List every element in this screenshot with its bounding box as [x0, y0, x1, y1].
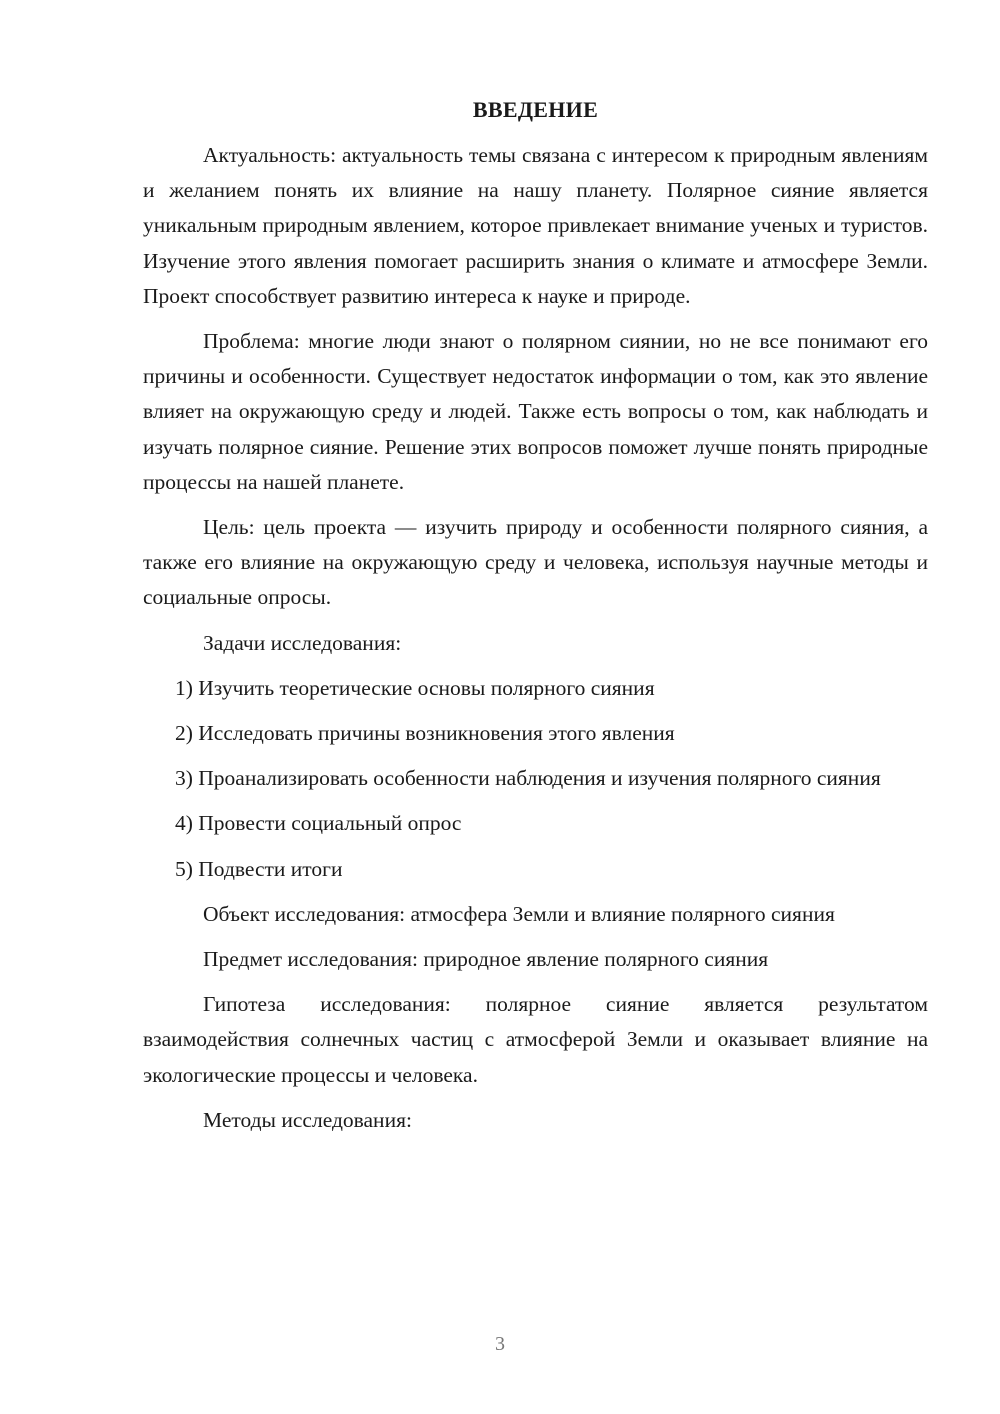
subject-paragraph: Предмет исследования: природное явление полярного сияния [203, 947, 769, 972]
document-page [143, 94, 928, 1148]
tasks-title: Задачи исследования: [203, 630, 402, 655]
task-item-3: 3) Проанализировать особенности наблюдения и изучения полярного сияния [175, 766, 881, 791]
page-number: 3 [495, 1333, 505, 1355]
task-item-1: 1) Изучить теоретические основы полярного сияния [175, 675, 655, 700]
methods-title: Методы исследования: [203, 1107, 412, 1132]
problem-paragraph: Проблема: многие люди знают о полярном сиянии, но не все понимают его причины и особенности. Существует недостаток информации о том, как это явление влияет на окружающую среду и людей. Также есть вопросы о том, как наблюдать и изучать полярное сияние. Решение этих вопросов поможет лучше понять природные процессы на нашей планете. [143, 329, 928, 494]
goal-paragraph: Цель: цель проекта — изучить природу и особенности полярного сияния, а также его влияние на окружающую среду и человека, используя научные методы и социальные опросы. [143, 515, 928, 610]
actuality-paragraph: Актуальность: актуальность темы связана с интересом к природным явлениям и желанием понять их влияние на нашу планету. Полярное сияние является уникальным природным явлением, которое привлекает внимание ученых и туристов. Изучение этого явления помогает расширить знания о климате и атмосфере Земли. Проект способствует развитию интереса к науке и природе. [143, 143, 928, 308]
section-heading: ВВЕДЕНИЕ [472, 97, 599, 122]
hypothesis-paragraph: Гипотеза исследования: полярное сияние является результатом взаимодействия солнечных частиц с атмосферой Земли и оказывает влияние на экологические процессы и человека. [143, 992, 928, 1087]
task-item-4: 4) Провести социальный опрос [175, 811, 462, 836]
object-paragraph: Объект исследования: атмосфера Земли и влияние полярного сияния [203, 901, 835, 926]
task-item-2: 2) Исследовать причины возникновения этого явления [175, 721, 675, 746]
task-item-5: 5) Подвести итоги [175, 856, 343, 881]
